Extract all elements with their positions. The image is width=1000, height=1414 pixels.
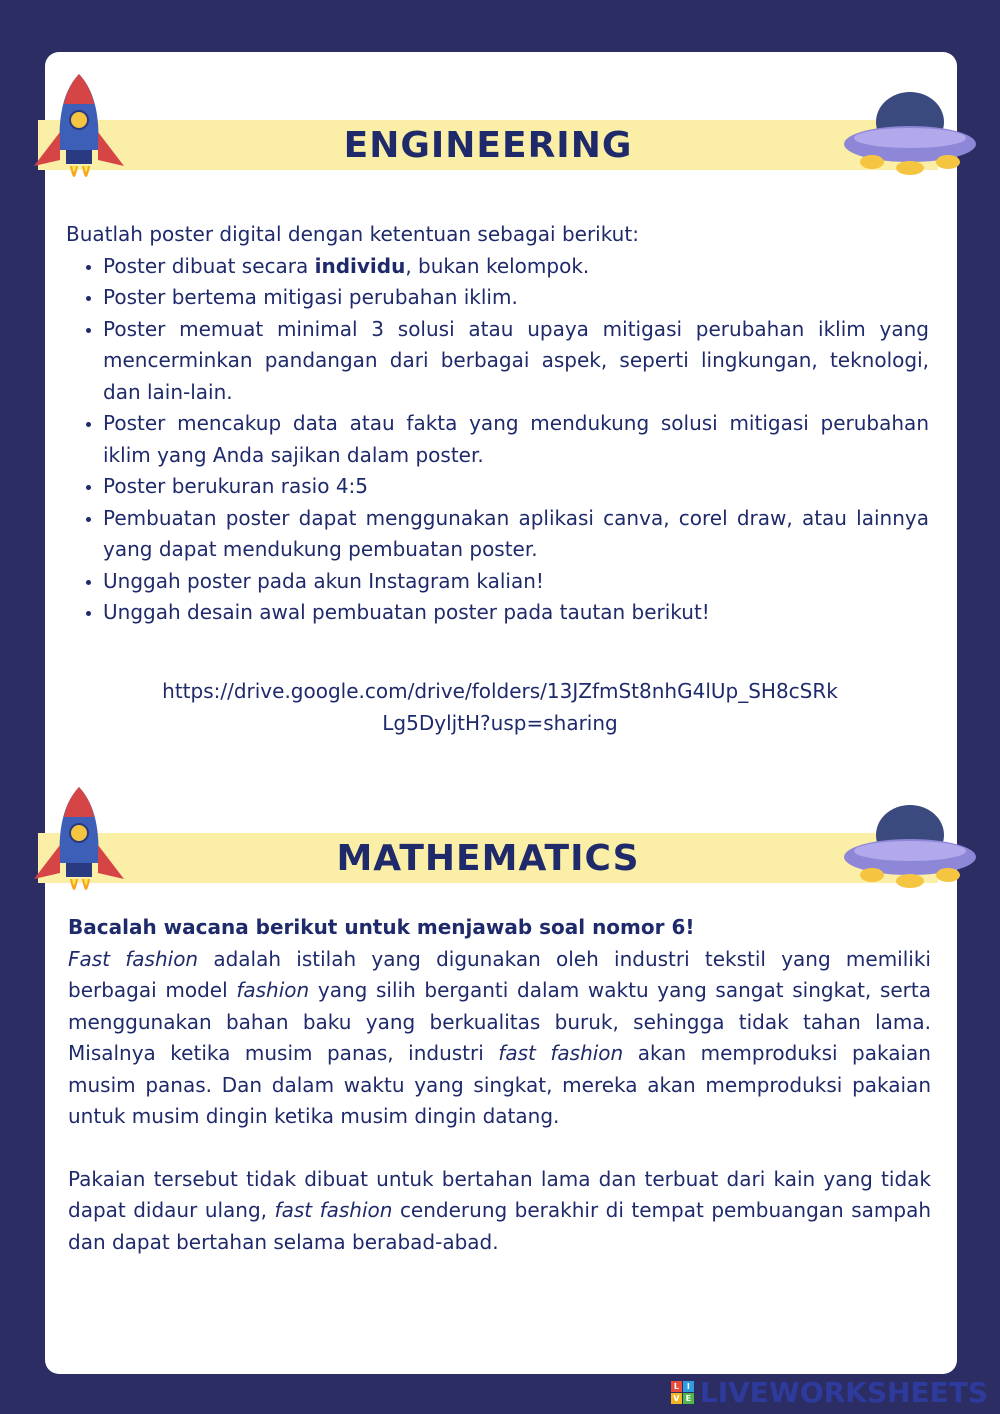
list-item: • Poster dibuat secara individu, bukan kelompok. — [103, 251, 929, 283]
liveworksheets-logo: L I V E — [671, 1381, 694, 1404]
reading-paragraph-2: Pakaian tersebut tidak dibuat untuk bertahan lama dan terbuat dari kain yang tidak dapat didaur ulang, fast fashion cenderung berakhir di tempat pembuangan sampah dan dapat bertahan selama berabad-abad. — [68, 1166, 932, 1254]
requirements-list — [66, 251, 929, 629]
list-item: • Poster bertema mitigasi perubahan iklim. — [103, 282, 929, 314]
list-item: • Unggah desain awal pembuatan poster pada tautan berikut! — [103, 597, 929, 629]
reading-instruction: Bacalah wacana berikut untuk menjawab soal nomor 6! — [68, 915, 695, 939]
drive-link-line-1[interactable]: https://drive.google.com/drive/folders/13JZfmSt8nhG4lUp_SH8cSRk — [162, 679, 838, 703]
mathematics-content — [68, 912, 931, 1258]
list-item: • Poster memuat minimal 3 solusi atau upaya mitigasi perubahan iklim yang mencerminkan pandangan dari berbagai aspek, seperti lingkungan, teknologi, dan lain-lain. — [103, 314, 929, 409]
liveworksheets-watermark — [671, 1376, 988, 1408]
ufo-icon — [838, 797, 978, 897]
list-item: • Unggah poster pada akun Instagram kalian! — [103, 566, 929, 598]
engineering-content — [66, 219, 929, 629]
ufo-icon — [838, 84, 978, 184]
mathematics-banner — [38, 833, 938, 883]
list-item: • Poster berukuran rasio 4:5 — [103, 471, 929, 503]
reading-paragraph-1: Fast fashion adalah istilah yang digunakan oleh industri tekstil yang memiliki berbagai model fashion yang silih berganti dalam waktu yang sangat singkat, serta menggunakan bahan baku yang berkualitas buruk, sehingga tidak tahan lama. Misalnya ketika musim panas, industri fast fashion akan memproduksi pakaian musim panas. Dan dalam waktu yang singkat, mereka akan memproduksi pakaian untuk musim dingin ketika musim dingin datang. — [68, 946, 931, 1128]
list-item: • Pembuatan poster dapat menggunakan aplikasi canva, corel draw, atau lainnya yang dapat mendukung pembuatan poster. — [103, 503, 929, 566]
rocket-icon — [24, 70, 134, 200]
list-item: • Poster mencakup data atau fakta yang mendukung solusi mitigasi perubahan iklim yang Anda sajikan dalam poster. — [103, 408, 929, 471]
engineering-banner — [38, 120, 938, 170]
emphasis-individu: individu — [314, 253, 406, 278]
rocket-icon — [24, 783, 134, 913]
drive-link[interactable] — [0, 676, 1000, 739]
mathematics-title: MATHEMATICS — [336, 837, 640, 879]
liveworksheets-text: LIVEWORKSHEETS — [699, 1375, 988, 1409]
engineering-intro: Buatlah poster digital dengan ketentuan sebagai berikut: — [66, 222, 639, 246]
drive-link-line-2[interactable]: Lg5DyljtH?usp=sharing — [382, 710, 618, 735]
engineering-title: ENGINEERING — [343, 124, 633, 166]
